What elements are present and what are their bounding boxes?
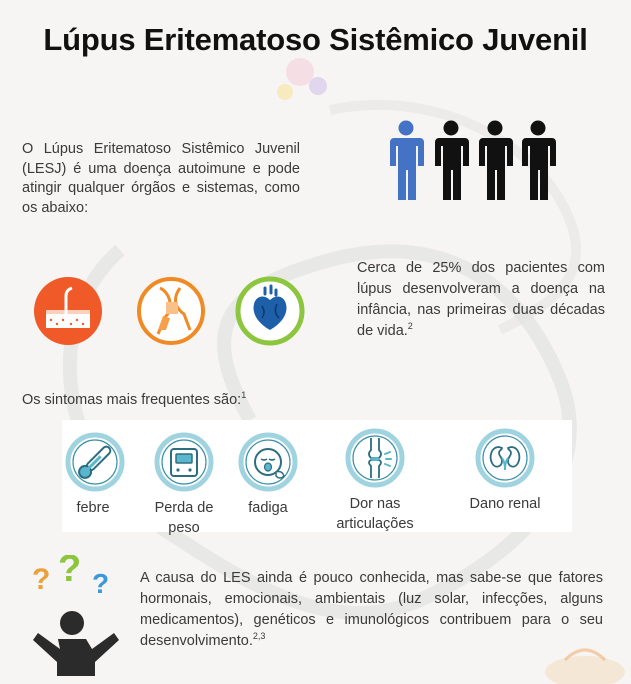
people-pictogram — [385, 118, 560, 200]
svg-text:?: ? — [92, 568, 110, 599]
symptom-label: fadiga — [248, 500, 288, 516]
person-icon-highlighted — [390, 121, 424, 201]
intro-text: O Lúpus Eritematoso Sistêmico Juvenil (LESJ) é uma doença autoimune e pode atingir qualquer órgãos e sistemas, como os abaixo: — [22, 141, 300, 216]
symptom-label: Dor nas articulações — [336, 496, 414, 532]
reference-number: 2 — [407, 321, 413, 332]
scale-icon — [154, 432, 214, 492]
person-icon — [522, 121, 556, 201]
svg-text:?: ? — [32, 563, 51, 596]
kidney-icon — [475, 428, 535, 488]
symptom-label: Perda de peso — [154, 500, 214, 536]
symptoms-heading: Os sintomas mais frequentes são:$^1$ — [22, 390, 247, 408]
symptom-fatigue — [238, 432, 298, 518]
person-icon — [479, 121, 513, 201]
symptom-kidney-damage — [460, 428, 550, 514]
statistic-text: Cerca de 25% dos pacientes com lúpus desenvolveram a doença na infância, nas primeiras duas décadas de vida.$^2$ — [357, 260, 605, 339]
person-icon — [435, 121, 469, 201]
symptom-weight-loss — [146, 432, 222, 538]
cause-text: A causa do LES ainda é pouco conhecida, mas sabe-se que fatores hormonais, emocionais, ambientais (luz solar, infecções, alguns medicamentos), genéticos e imunológicos contribuem para o seu desenvolvimento.$^{2,3}$ — [140, 570, 603, 649]
svg-text:?: ? — [58, 555, 82, 590]
symptom-joint-pain — [325, 428, 425, 534]
knee-joint-icon — [345, 428, 405, 488]
symptom-fever — [65, 432, 121, 518]
thermometer-icon — [65, 432, 125, 492]
reference-number: 2,3 — [252, 631, 266, 642]
symptom-label: febre — [76, 500, 110, 516]
skin-icon — [33, 276, 103, 346]
joint-icon — [136, 276, 206, 346]
confused-person-icon — [28, 555, 124, 677]
page-title: Lúpus Eritematoso Sistêmico Juvenil — [43, 22, 588, 57]
tired-face-icon — [238, 432, 298, 492]
reference-number: 1 — [241, 390, 247, 401]
heart-icon — [235, 276, 305, 346]
symptom-label: Dano renal — [469, 496, 541, 512]
